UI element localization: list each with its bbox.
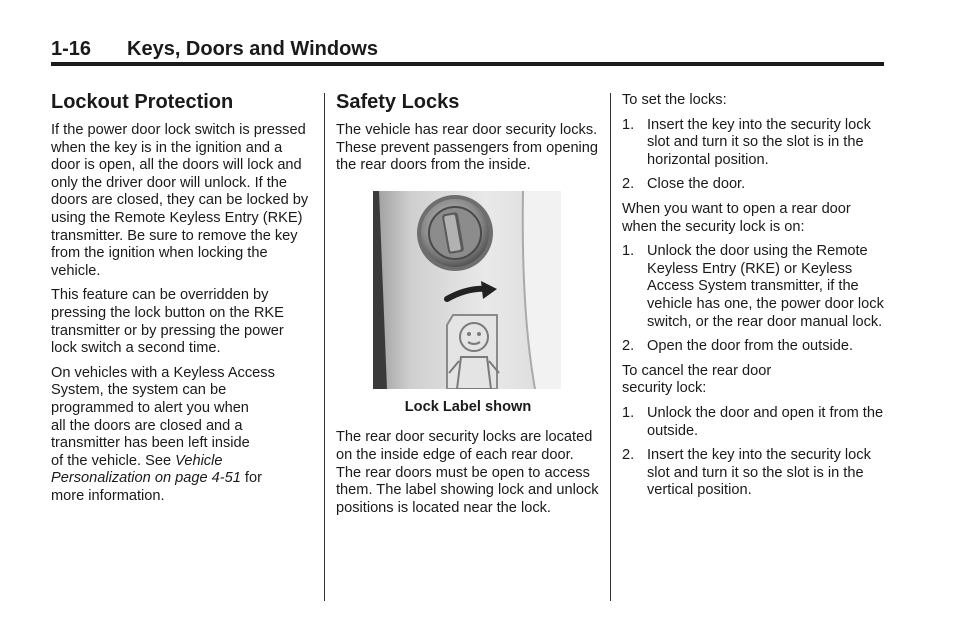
list-item: [622, 338, 884, 356]
list-item: [622, 405, 884, 440]
text-line: more information.: [51, 487, 165, 504]
lock-label-figure: [373, 191, 561, 389]
text-line: all the doors are closed and a: [51, 417, 243, 434]
step-number: 1.: [622, 404, 635, 421]
step-text: Close the door.: [647, 176, 746, 193]
page-number: 1-16: [51, 38, 92, 60]
step-text: Unlock the door using the Remote Keyless Entry (RKE) or Keyless Access System transmitter, if the vehicle has one, the power door lock switch, or the rear door manual lock.: [647, 243, 884, 330]
paragraph: If the power door lock switch is pressed when the key is in the ignition and a door is open, all the doors will lock and only the driver door will unlock. If the doors are closed, they can be locked by using the Remote Keyless Entry (RKE) transmitter. Be sure to remove the key from the ignition when locking the vehicle.: [51, 122, 309, 279]
column-divider: [324, 93, 325, 601]
column-lockout-protection: [51, 90, 313, 512]
child-lock-label-icon: [373, 191, 561, 389]
text-line: To cancel the rear door: [622, 362, 772, 379]
set-locks-intro: To set the locks:: [622, 92, 727, 108]
open-door-steps: [622, 243, 884, 356]
text-line: for: [240, 470, 262, 487]
paragraph: [51, 365, 313, 506]
list-item: [622, 243, 884, 331]
column-lock-instructions: [622, 92, 884, 507]
text-line: of the vehicle. See: [51, 452, 176, 469]
text-line: security lock:: [622, 380, 707, 397]
text-line: System, the system can be: [51, 382, 227, 399]
list-item: [622, 117, 884, 170]
step-number: 1.: [622, 116, 635, 133]
list-item: [622, 447, 884, 500]
figure-caption: Lock Label shown: [404, 398, 532, 415]
text-line: On vehicles with a Keyless Access: [51, 364, 275, 381]
paragraph: The vehicle has rear door security locks. These prevent passengers from opening the rear doors from the inside.: [336, 122, 599, 174]
step-number: 2.: [622, 338, 635, 355]
cross-reference-link[interactable]: Personalization on page 4-51: [51, 470, 241, 487]
step-number: 2.: [622, 176, 635, 193]
column-safety-locks: [336, 90, 600, 524]
text-line: transmitter has been left inside: [51, 435, 250, 452]
paragraph: The rear door security locks are located on the inside edge of each rear door. The rear doors must be open to access them. The label showing lock and unlock positions is located near the lock.: [336, 429, 599, 516]
step-text: Unlock the door and open it from the outside.: [647, 404, 884, 439]
chapter-title: Keys, Doors and Windows: [127, 38, 378, 60]
step-text: Insert the key into the security lock slot and turn it so the slot is in the horizontal position.: [647, 116, 871, 168]
list-item: [622, 176, 884, 194]
step-number: 2.: [622, 447, 635, 464]
cross-reference-link[interactable]: Vehicle: [175, 452, 223, 469]
header-rule: [51, 62, 884, 66]
section-heading-safety-locks: Safety Locks: [336, 91, 460, 113]
cancel-lock-intro: [622, 363, 884, 398]
cancel-lock-steps: [622, 405, 884, 500]
paragraph: This feature can be overridden by pressing the lock button on the RKE transmitter or by pressing the power lock switch a second time.: [51, 287, 284, 357]
open-door-intro: When you want to open a rear door when the security lock is on:: [622, 200, 851, 235]
step-text: Insert the key into the security lock slot and turn it so the slot is in the vertical position.: [647, 447, 871, 499]
column-divider: [610, 93, 611, 601]
page-header: [51, 38, 884, 62]
step-text: Open the door from the outside.: [647, 338, 854, 355]
set-locks-steps: [622, 117, 884, 194]
step-number: 1.: [622, 243, 635, 260]
text-line: programmed to alert you when: [51, 399, 249, 416]
section-heading-lockout: Lockout Protection: [51, 91, 234, 113]
